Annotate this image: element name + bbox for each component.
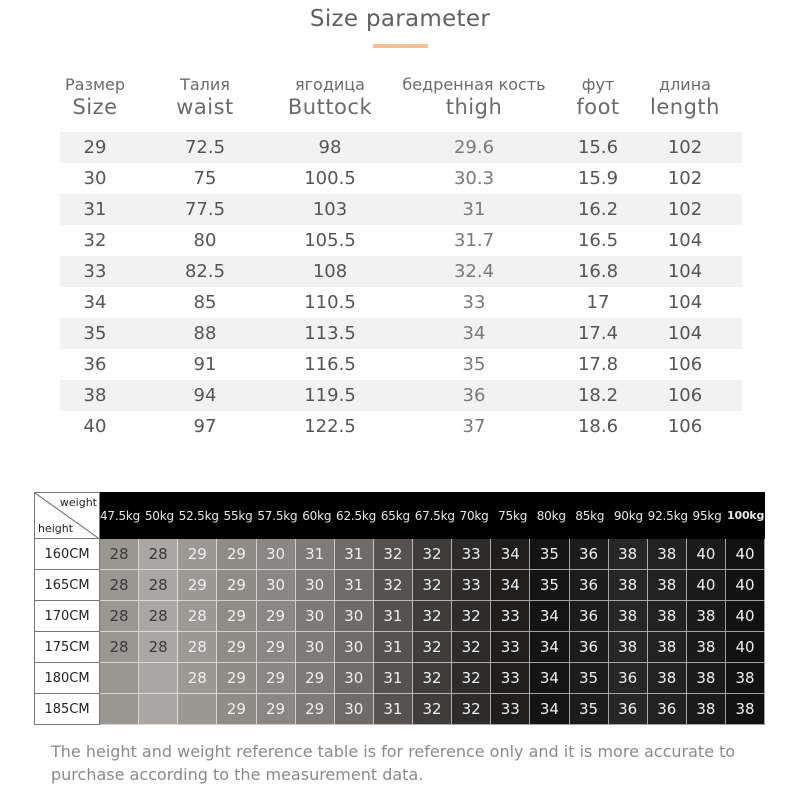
weight-header: 95kg [692,508,722,523]
table-cell: 36 [462,385,486,406]
table-cell: 104 [667,292,703,313]
size-cell: 31 [335,570,374,601]
size-cell: 32 [452,663,491,694]
size-table-body [60,132,742,442]
size-cell: 28 [100,601,139,632]
size-cell: 38 [609,601,648,632]
size-cell: 40 [726,570,765,601]
size-cell: 40 [726,539,765,570]
table-cell: 30.3 [453,168,495,189]
size-cell: 28 [139,539,178,570]
size-cell: 38 [609,539,648,570]
table-cell: 98 [318,137,342,158]
size-cell: 38 [687,632,726,663]
header-size-ru: Размер [64,75,126,94]
size-parameter-table [60,68,742,442]
weight-header-row [100,492,765,539]
table-cell: 17 [586,292,610,313]
table-cell: 30 [83,168,107,189]
table-row [60,318,742,349]
header-length-ru: длина [659,75,711,94]
size-cell [139,663,178,694]
height-row [34,601,765,632]
height-row-cells [100,694,765,725]
table-cell: 102 [667,168,703,189]
size-cell: 36 [570,601,609,632]
size-cell: 30 [335,632,374,663]
table-cell: 104 [667,261,703,282]
table-cell: 102 [667,199,703,220]
table-cell: 100.5 [304,168,356,189]
height-label: 170CM [34,601,100,632]
table-cell: 17.8 [577,354,619,375]
size-cell: 29 [257,601,296,632]
height-label: 160CM [34,539,100,570]
weight-header: 60kg [302,508,332,523]
table-cell: 116.5 [304,354,356,375]
header-buttock-ru: ягодица [295,75,365,94]
height-label: 175CM [34,632,100,663]
size-cell: 38 [687,694,726,725]
size-cell [139,694,178,725]
height-label: 185CM [34,694,100,725]
size-cell: 38 [726,663,765,694]
table-cell: 37 [462,416,486,437]
height-row [34,663,765,694]
size-cell: 28 [139,632,178,663]
size-cell: 30 [335,601,374,632]
table-cell: 97 [193,416,217,437]
table-cell: 113.5 [304,323,356,344]
weight-header: 65kg [380,508,410,523]
size-cell: 28 [178,632,217,663]
table-cell: 85 [193,292,217,313]
header-buttock [280,68,380,130]
weight-header: 62.5kg [336,508,377,523]
table-cell: 106 [667,416,703,437]
weight-header: 80kg [536,508,566,523]
table-cell: 34 [83,292,107,313]
header-waist-en: waist [176,95,234,119]
height-row [34,694,765,725]
size-cell: 29 [217,694,256,725]
size-cell: 32 [413,663,452,694]
size-cell: 30 [257,539,296,570]
size-cell [100,663,139,694]
size-cell: 29 [296,663,335,694]
size-cell: 29 [257,694,296,725]
size-cell: 38 [687,663,726,694]
size-cell: 32 [452,694,491,725]
table-cell: 16.2 [577,199,619,220]
size-cell: 28 [100,632,139,663]
table-cell: 119.5 [304,385,356,406]
size-cell: 29 [257,663,296,694]
table-cell: 106 [667,354,703,375]
table-cell: 33 [83,261,107,282]
size-cell: 32 [452,632,491,663]
size-cell: 32 [413,570,452,601]
table-cell: 122.5 [304,416,356,437]
table-cell: 16.8 [577,261,619,282]
size-cell: 28 [139,601,178,632]
table-cell: 108 [312,261,348,282]
table-row [60,225,742,256]
height-label: 165CM [34,570,100,601]
size-cell: 28 [178,601,217,632]
table-cell: 102 [667,137,703,158]
header-buttock-en: Buttock [287,95,373,119]
size-cell: 34 [530,663,569,694]
height-row-cells [100,539,765,570]
size-cell: 32 [374,539,413,570]
height-row-cells [100,663,765,694]
size-cell: 36 [570,539,609,570]
size-cell: 32 [413,694,452,725]
height-row [34,570,765,601]
size-cell: 33 [452,539,491,570]
weight-header: 47.5kg [100,508,141,523]
size-cell: 38 [648,632,687,663]
table-cell: 80 [193,230,217,251]
table-cell: 32.4 [453,261,495,282]
table-cell: 82.5 [184,261,226,282]
table-cell: 17.4 [577,323,619,344]
size-cell: 31 [374,663,413,694]
weight-header: 90kg [613,508,643,523]
size-cell: 35 [570,694,609,725]
size-cell: 34 [530,694,569,725]
size-cell: 36 [609,663,648,694]
height-row-cells [100,601,765,632]
size-cell: 33 [491,601,530,632]
size-cell: 38 [648,570,687,601]
size-cell: 33 [491,632,530,663]
size-cell: 32 [452,601,491,632]
size-cell: 38 [648,663,687,694]
table-cell: 110.5 [304,292,356,313]
size-cell: 28 [100,539,139,570]
size-cell: 33 [452,570,491,601]
size-cell: 32 [413,601,452,632]
table-cell: 33 [462,292,486,313]
size-cell: 30 [335,663,374,694]
size-cell: 38 [609,632,648,663]
weight-header: 52.5kg [178,508,219,523]
header-foot-en: foot [576,95,620,119]
table-cell: 31 [83,199,107,220]
table-cell: 16.5 [577,230,619,251]
size-cell: 35 [530,570,569,601]
header-foot [568,68,628,130]
table-cell: 32 [83,230,107,251]
header-length-en: length [650,95,720,119]
size-cell: 30 [296,570,335,601]
table-cell: 29.6 [453,137,495,158]
size-cell: 31 [374,601,413,632]
table-cell: 103 [312,199,348,220]
table-cell: 35 [83,323,107,344]
table-cell: 35 [462,354,486,375]
table-row [60,349,742,380]
table-cell: 36 [83,354,107,375]
table-cell: 31.7 [453,230,495,251]
page-title: Size parameter [309,6,491,32]
table-cell: 38 [83,385,107,406]
table-cell: 72.5 [184,137,226,158]
corner-height-label: height [38,522,74,535]
size-cell: 29 [178,570,217,601]
table-cell: 31 [462,199,486,220]
table-cell: 106 [667,385,703,406]
table-cell: 77.5 [184,199,226,220]
header-size [60,68,130,130]
size-cell: 40 [687,570,726,601]
size-cell: 28 [178,663,217,694]
size-cell [178,694,217,725]
size-cell: 38 [648,601,687,632]
size-cell: 38 [687,601,726,632]
weight-header: 70kg [459,508,489,523]
size-cell: 36 [609,694,648,725]
weight-header: 67.5kg [414,508,455,523]
table-cell: 88 [193,323,217,344]
size-cell [100,694,139,725]
size-cell: 32 [413,632,452,663]
size-cell: 29 [217,601,256,632]
size-cell: 31 [374,632,413,663]
table-cell: 18.2 [577,385,619,406]
size-cell: 33 [491,694,530,725]
size-cell: 40 [726,632,765,663]
table-cell: 40 [83,416,107,437]
size-cell: 29 [217,632,256,663]
size-cell: 29 [217,539,256,570]
table-cell: 104 [667,230,703,251]
table-row [60,163,742,194]
size-table-header [60,68,742,130]
title-accent-bar [373,44,428,48]
size-cell: 29 [217,663,256,694]
height-row-cells [100,632,765,663]
corner-weight-label: weight [59,496,97,509]
size-cell: 29 [217,570,256,601]
weight-header: 50kg [144,508,174,523]
size-cell: 29 [257,632,296,663]
size-cell: 32 [374,570,413,601]
table-row [60,411,742,442]
size-cell: 31 [296,539,335,570]
size-cell: 34 [530,601,569,632]
size-cell: 34 [530,632,569,663]
size-cell: 35 [530,539,569,570]
height-label: 180CM [34,663,100,694]
table-cell: 34 [462,323,486,344]
header-foot-ru: фут [581,75,615,94]
size-cell: 36 [570,632,609,663]
size-cell: 35 [570,663,609,694]
size-cell: 29 [296,694,335,725]
size-cell: 31 [374,694,413,725]
height-row [34,632,765,663]
size-cell: 31 [335,539,374,570]
header-length [628,68,742,130]
footnote: The height and weight reference table is for reference only and it is more accurate to purchase according to the measurement data. [51,742,736,784]
height-row [34,539,765,570]
size-cell: 38 [609,570,648,601]
size-cell: 28 [139,570,178,601]
header-waist [130,68,280,130]
size-cell: 30 [296,632,335,663]
size-cell: 38 [726,694,765,725]
table-row [60,287,742,318]
size-cell: 38 [648,539,687,570]
table-row [60,256,742,287]
size-cell: 33 [491,663,530,694]
size-cell: 30 [257,570,296,601]
weight-header: 75kg [498,508,528,523]
table-cell: 18.6 [577,416,619,437]
height-weight-table [34,492,765,728]
table-row [60,194,742,225]
table-cell: 29 [83,137,107,158]
size-cell: 30 [296,601,335,632]
header-thigh-en: thigh [445,95,503,119]
table-cell: 105.5 [304,230,356,251]
size-cell: 36 [648,694,687,725]
table-cell: 104 [667,323,703,344]
height-row-cells [100,570,765,601]
table-row [60,132,742,163]
size-cell: 34 [491,570,530,601]
size-cell: 30 [335,694,374,725]
header-thigh [380,68,568,130]
size-cell: 29 [178,539,217,570]
table-cell: 91 [193,354,217,375]
weight-header: 100kg [727,509,765,522]
weight-header: 55kg [223,508,253,523]
size-cell: 32 [413,539,452,570]
size-cell: 40 [687,539,726,570]
table-row [60,380,742,411]
table-cell: 15.9 [577,168,619,189]
size-cell: 36 [570,570,609,601]
header-size-en: Size [72,95,118,119]
height-weight-body [34,539,765,725]
table-corner-cell [34,492,100,539]
table-cell: 75 [193,168,217,189]
weight-header: 85kg [575,508,605,523]
table-cell: 15.6 [577,137,619,158]
weight-header: 57.5kg [257,508,298,523]
table-cell: 94 [193,385,217,406]
header-thigh-ru: бедренная кость [402,75,546,94]
size-cell: 28 [100,570,139,601]
header-waist-ru: Талия [180,75,230,94]
size-cell: 40 [726,601,765,632]
size-cell: 34 [491,539,530,570]
weight-header: 92.5kg [647,508,688,523]
